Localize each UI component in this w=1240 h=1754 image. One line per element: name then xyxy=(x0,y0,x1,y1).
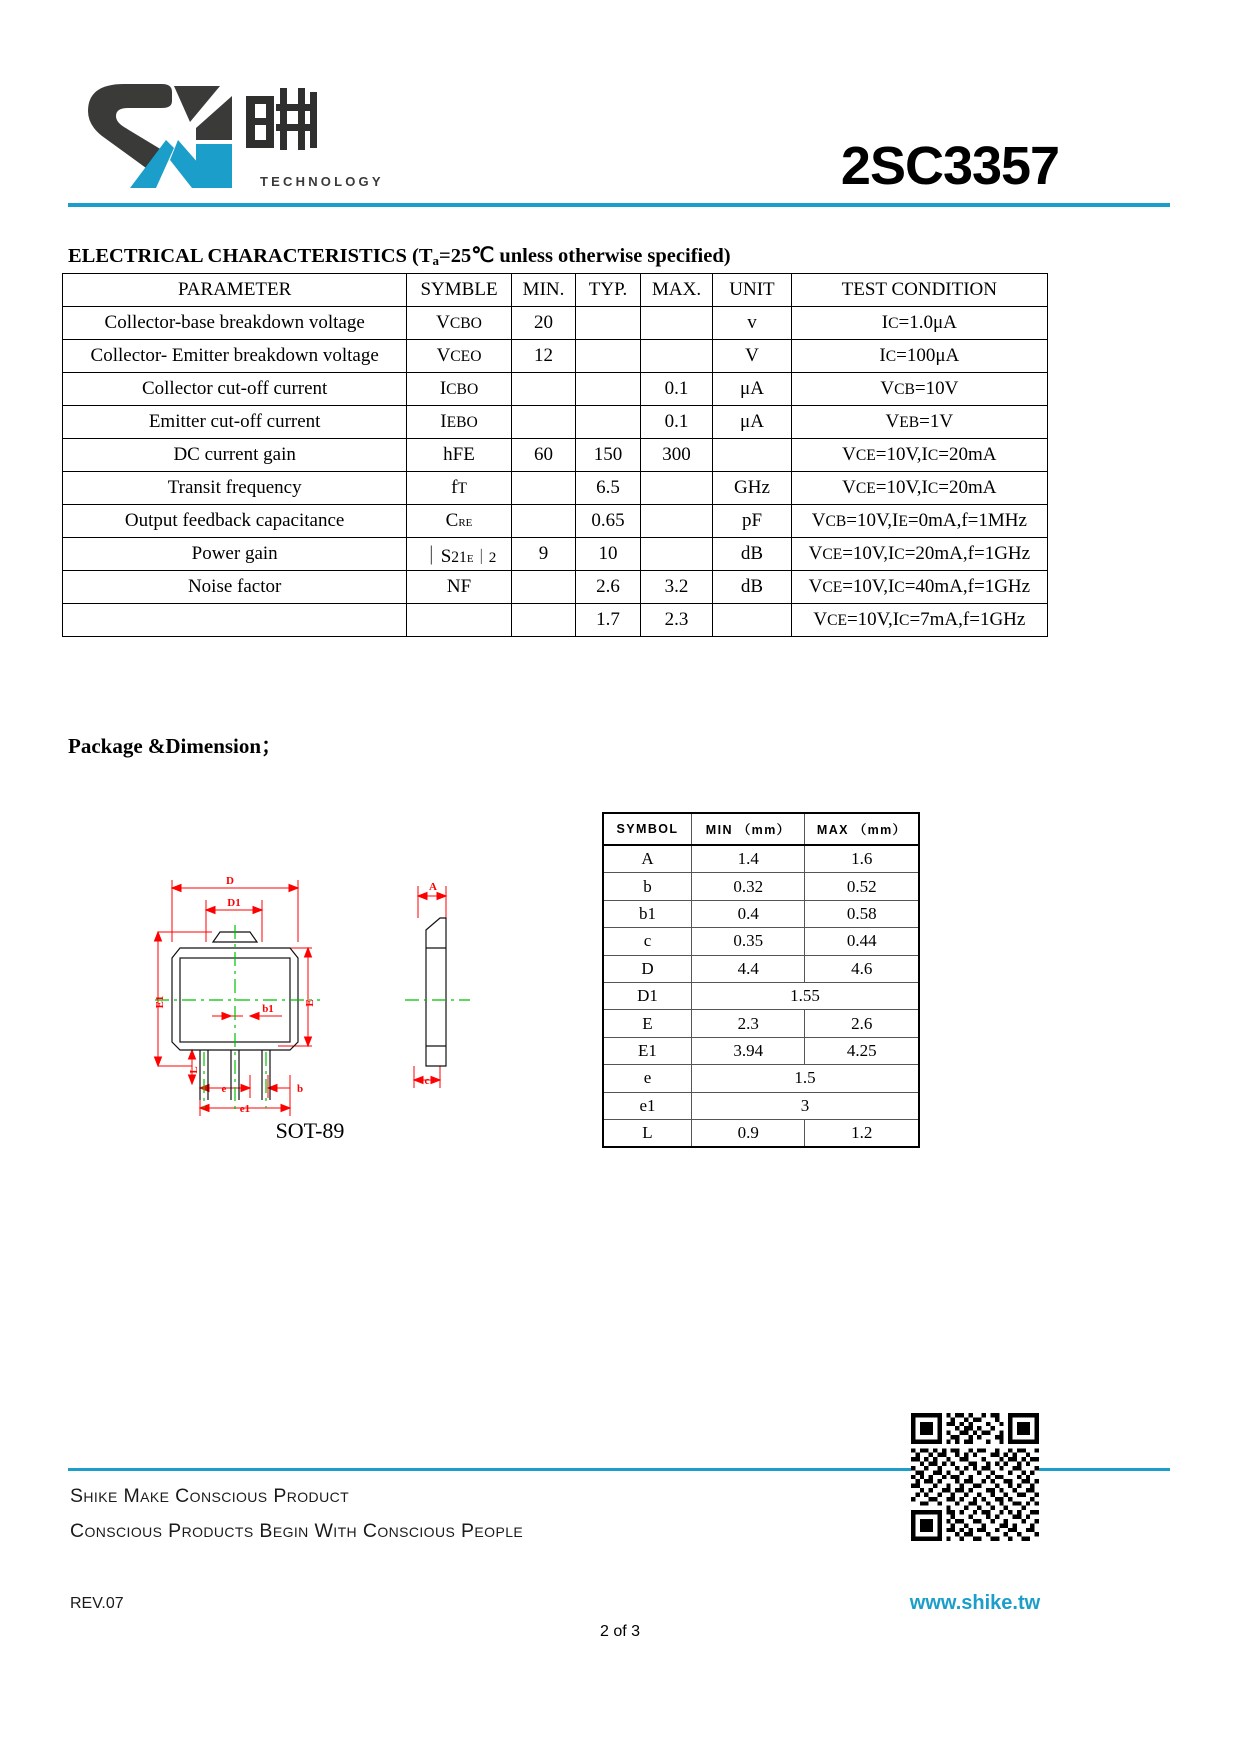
cell-symbol xyxy=(407,373,511,406)
cell-unit: V xyxy=(713,340,791,373)
dimension-row xyxy=(603,1092,919,1119)
shike-logo xyxy=(70,78,384,193)
condition-text: V xyxy=(885,411,900,432)
revision-label: REV.07 xyxy=(70,1595,124,1612)
condition-text: =10V,I xyxy=(842,543,895,564)
dimension-table-body xyxy=(603,813,919,1147)
page-number: 2 of 3 xyxy=(599,1623,641,1640)
website-label: www.shike.tw xyxy=(909,1592,1041,1614)
logo-technology-text: TECHNOLOGY xyxy=(260,174,384,189)
condition-subscript: E xyxy=(898,513,908,530)
dim-min: 1.4 xyxy=(691,845,805,873)
symbol-main: I xyxy=(440,411,447,432)
condition-text: V xyxy=(842,444,856,465)
cell-min xyxy=(511,472,576,505)
svg-text:D1: D1 xyxy=(227,897,241,909)
dimension-row xyxy=(603,982,919,1009)
symbol-subscript: CBO xyxy=(449,315,482,332)
condition-text: =10V,I xyxy=(875,477,928,498)
condition-text: =7mA,f=1GHz xyxy=(909,609,1026,630)
condition-text: =10V,I xyxy=(846,609,900,630)
svg-text:E: E xyxy=(304,999,316,1007)
condition-text: =1.0μA xyxy=(898,312,957,333)
dimension-row xyxy=(603,1037,919,1064)
dim-symbol: e xyxy=(603,1065,691,1092)
cell-max xyxy=(640,472,713,505)
dim-min: 2.3 xyxy=(691,1010,805,1037)
electrical-characteristics-table xyxy=(62,273,1048,637)
cell-min xyxy=(511,505,576,538)
condition-subscript: C xyxy=(894,546,905,563)
cell-test-condition xyxy=(791,604,1047,637)
dim-symbol: L xyxy=(603,1119,691,1147)
dim-max: 4.25 xyxy=(805,1037,919,1064)
dim-symbol: E xyxy=(603,1010,691,1037)
cell-parameter xyxy=(63,604,407,637)
cell-min: 60 xyxy=(511,439,576,472)
symbol-subscript: CEO xyxy=(450,348,482,365)
page-header xyxy=(0,0,1240,215)
dimension-row xyxy=(603,955,919,982)
cell-symbol xyxy=(407,538,511,571)
table-header-row xyxy=(63,274,1048,307)
condition-text: V xyxy=(808,543,823,564)
cell-test-condition xyxy=(791,340,1047,373)
condition-subscript: EB xyxy=(899,414,920,431)
table-row xyxy=(63,505,1048,538)
cell-unit xyxy=(713,439,791,472)
package-dimension-table xyxy=(602,812,920,1148)
ec-title-sub: a xyxy=(432,253,440,268)
cell-symbol xyxy=(407,439,511,472)
cell-parameter: Collector- Emitter breakdown voltage xyxy=(63,340,407,373)
dimension-row xyxy=(603,845,919,873)
cell-min: 9 xyxy=(511,538,576,571)
dim-value-span: 1.5 xyxy=(691,1065,919,1092)
condition-text: =20mA,f=1GHz xyxy=(904,543,1031,564)
cell-typ xyxy=(576,340,640,373)
dim-value-span: 1.55 xyxy=(691,982,919,1009)
cell-test-condition xyxy=(791,406,1047,439)
condition-subscript: CE xyxy=(822,546,843,563)
cell-min xyxy=(511,604,576,637)
symbol-subscript: T xyxy=(457,480,467,497)
cell-min: 12 xyxy=(511,340,576,373)
cell-min xyxy=(511,373,576,406)
condition-text: I xyxy=(881,312,889,333)
dim-min: 0.32 xyxy=(691,873,805,900)
cell-max xyxy=(640,340,713,373)
cell-parameter: Transit frequency xyxy=(63,472,407,505)
dimension-header-row xyxy=(603,813,919,845)
cell-max: 0.1 xyxy=(640,373,713,406)
table-row xyxy=(63,406,1048,439)
cell-test-condition xyxy=(791,439,1047,472)
condition-text: =10V,I xyxy=(875,444,928,465)
cell-parameter: DC current gain xyxy=(63,439,407,472)
condition-text: V xyxy=(842,477,856,498)
cell-max: 300 xyxy=(640,439,713,472)
condition-subscript: CE xyxy=(855,447,876,464)
dim-col-max: MAX （mm） xyxy=(805,813,919,845)
condition-text: =10V,I xyxy=(846,510,899,531)
slogan-line-2: Conscious Products Begin With Conscious People xyxy=(70,1520,524,1542)
condition-text: =20mA xyxy=(938,444,997,465)
cell-unit: GHz xyxy=(713,472,791,505)
dim-value-span: 3 xyxy=(691,1092,919,1119)
dim-symbol: D1 xyxy=(603,982,691,1009)
col-parameter: PARAMETER xyxy=(63,274,407,307)
header-divider xyxy=(68,203,1170,207)
cell-min: 20 xyxy=(511,307,576,340)
cell-unit: μA xyxy=(713,373,791,406)
cell-unit: μA xyxy=(713,406,791,439)
symbol-subscript: re xyxy=(458,513,473,530)
cell-symbol xyxy=(407,307,511,340)
cell-typ: 150 xyxy=(576,439,640,472)
condition-subscript: C xyxy=(899,612,910,629)
cell-symbol xyxy=(407,472,511,505)
package-name-label: SOT-89 xyxy=(275,1118,345,1143)
svg-text:A: A xyxy=(429,881,437,893)
cell-min xyxy=(511,406,576,439)
dim-symbol: b1 xyxy=(603,900,691,927)
condition-subscript: CE xyxy=(855,480,876,497)
dim-symbol: E1 xyxy=(603,1037,691,1064)
svg-text:c: c xyxy=(424,1075,430,1087)
dim-symbol: D xyxy=(603,955,691,982)
dim-max: 1.2 xyxy=(805,1119,919,1147)
symbol-main: C xyxy=(445,510,459,531)
symbol-subscript: 21e xyxy=(451,548,474,566)
table-row xyxy=(63,604,1048,637)
cell-symbol xyxy=(407,406,511,439)
cell-symbol xyxy=(407,505,511,538)
cell-max: 3.2 xyxy=(640,571,713,604)
table-row xyxy=(63,307,1048,340)
cell-min xyxy=(511,571,576,604)
dimension-row xyxy=(603,1065,919,1092)
svg-text:b1: b1 xyxy=(262,1003,274,1015)
symbol-subscript: CBO xyxy=(446,381,479,398)
condition-subscript: C xyxy=(885,348,897,365)
condition-subscript: CB xyxy=(894,381,915,398)
package-dimension-title: Package &Dimension； xyxy=(68,734,283,758)
cell-parameter: Noise factor xyxy=(63,571,407,604)
condition-subscript: C xyxy=(894,579,905,596)
cell-unit: dB xyxy=(713,538,791,571)
cell-unit: v xyxy=(713,307,791,340)
condition-subscript: CB xyxy=(825,513,847,530)
symbol-main: f xyxy=(451,477,458,498)
dim-max: 4.6 xyxy=(805,955,919,982)
dim-col-symbol: SYMBOL xyxy=(603,813,691,845)
qr-code xyxy=(911,1413,1039,1541)
ec-title-main: ELECTRICAL CHARACTERISTICS (T xyxy=(68,245,433,267)
table-row xyxy=(63,571,1048,604)
condition-subscript: CE xyxy=(822,579,843,596)
dim-symbol: b xyxy=(603,873,691,900)
symbol-main: I xyxy=(439,378,447,399)
cell-parameter: Output feedback capacitance xyxy=(63,505,407,538)
condition-text: =1V xyxy=(919,411,954,432)
dimension-row xyxy=(603,1010,919,1037)
cell-parameter: Collector cut-off current xyxy=(63,373,407,406)
svg-text:b: b xyxy=(296,1083,304,1095)
dimension-row xyxy=(603,1119,919,1147)
dim-min: 0.4 xyxy=(691,900,805,927)
symbol-main: V xyxy=(436,312,450,333)
cell-unit: pF xyxy=(713,505,791,538)
condition-text: I xyxy=(879,345,886,366)
page-title: 2SC3357 xyxy=(840,136,1060,196)
col-typ: TYP. xyxy=(576,274,640,307)
condition-subscript: C xyxy=(927,447,939,464)
condition-text: =100μA xyxy=(896,345,960,366)
table-row xyxy=(63,373,1048,406)
cell-symbol xyxy=(407,571,511,604)
cell-max: 0.1 xyxy=(640,406,713,439)
symbol-main: NF xyxy=(446,576,472,597)
dim-symbol: c xyxy=(603,928,691,955)
condition-text: =10V,I xyxy=(842,576,895,597)
dim-max: 0.44 xyxy=(805,928,919,955)
symbol-tail: ｜2 xyxy=(473,548,497,566)
cell-max xyxy=(640,538,713,571)
cell-test-condition xyxy=(791,538,1047,571)
col-test-condition: TEST CONDITION xyxy=(791,274,1047,307)
electrical-characteristics-title xyxy=(68,243,731,269)
cell-test-condition xyxy=(791,373,1047,406)
cell-typ: 10 xyxy=(576,538,640,571)
dim-min: 0.35 xyxy=(691,928,805,955)
table-row xyxy=(63,472,1048,505)
condition-text: =20mA xyxy=(938,477,997,498)
dim-min: 3.94 xyxy=(691,1037,805,1064)
dim-min: 4.4 xyxy=(691,955,805,982)
cell-unit xyxy=(713,604,791,637)
table-row xyxy=(63,340,1048,373)
cell-parameter: Collector-base breakdown voltage xyxy=(63,307,407,340)
symbol-main: V xyxy=(436,345,451,366)
cell-typ: 2.6 xyxy=(576,571,640,604)
table-row xyxy=(63,439,1048,472)
cell-test-condition xyxy=(791,307,1047,340)
col-symble: SYMBLE xyxy=(407,274,511,307)
cell-test-condition xyxy=(791,571,1047,604)
condition-text: V xyxy=(808,576,823,597)
cell-typ: 1.7 xyxy=(576,604,640,637)
dim-max: 0.58 xyxy=(805,900,919,927)
table-body xyxy=(63,307,1048,637)
cell-parameter: Emitter cut-off current xyxy=(63,406,407,439)
table-row xyxy=(63,538,1048,571)
symbol-subscript: EBO xyxy=(446,414,478,431)
condition-subscript: C xyxy=(888,315,899,332)
cell-test-condition xyxy=(791,472,1047,505)
svg-text:E1: E1 xyxy=(154,995,166,1009)
slogan-line-1: Shike Make Conscious Product xyxy=(70,1485,350,1507)
dim-col-min: MIN （mm） xyxy=(691,813,805,845)
cell-typ xyxy=(576,373,640,406)
dimension-row xyxy=(603,900,919,927)
symbol-main: ｜S xyxy=(421,545,452,567)
dim-symbol: e1 xyxy=(603,1092,691,1119)
condition-text: =10V xyxy=(914,378,959,399)
col-max: MAX. xyxy=(640,274,713,307)
svg-text:e: e xyxy=(221,1083,227,1095)
svg-text:D: D xyxy=(226,875,234,887)
svg-text:L: L xyxy=(188,1066,200,1074)
cell-test-condition xyxy=(791,505,1047,538)
symbol-main: hFE xyxy=(443,444,475,465)
cell-max: 2.3 xyxy=(640,604,713,637)
cell-typ xyxy=(576,307,640,340)
cell-unit: dB xyxy=(713,571,791,604)
dim-max: 2.6 xyxy=(805,1010,919,1037)
dim-min: 0.9 xyxy=(691,1119,805,1147)
table-header xyxy=(63,274,1048,307)
dimension-row xyxy=(603,928,919,955)
condition-text: V xyxy=(811,510,826,531)
cell-symbol xyxy=(407,340,511,373)
condition-text: =40mA,f=1GHz xyxy=(904,576,1031,597)
cell-symbol xyxy=(407,604,511,637)
svg-text:e1: e1 xyxy=(239,1103,251,1115)
condition-subscript: CE xyxy=(827,612,847,629)
ec-title-rest: =25℃ unless otherwise specified) xyxy=(439,245,731,267)
dim-max: 1.6 xyxy=(805,845,919,873)
condition-text: V xyxy=(880,378,895,399)
cell-typ: 6.5 xyxy=(576,472,640,505)
cell-typ xyxy=(576,406,640,439)
cell-max xyxy=(640,505,713,538)
col-min: MIN. xyxy=(511,274,576,307)
dim-symbol: A xyxy=(603,845,691,873)
cell-typ: 0.65 xyxy=(576,505,640,538)
condition-text: V xyxy=(813,609,828,630)
cell-max xyxy=(640,307,713,340)
cell-parameter: Power gain xyxy=(63,538,407,571)
dimension-row xyxy=(603,873,919,900)
dim-max: 0.52 xyxy=(805,873,919,900)
condition-text: =0mA,f=1MHz xyxy=(907,510,1027,531)
col-unit: UNIT xyxy=(713,274,791,307)
sot89-package-drawing xyxy=(150,870,560,1130)
condition-subscript: C xyxy=(927,480,939,497)
